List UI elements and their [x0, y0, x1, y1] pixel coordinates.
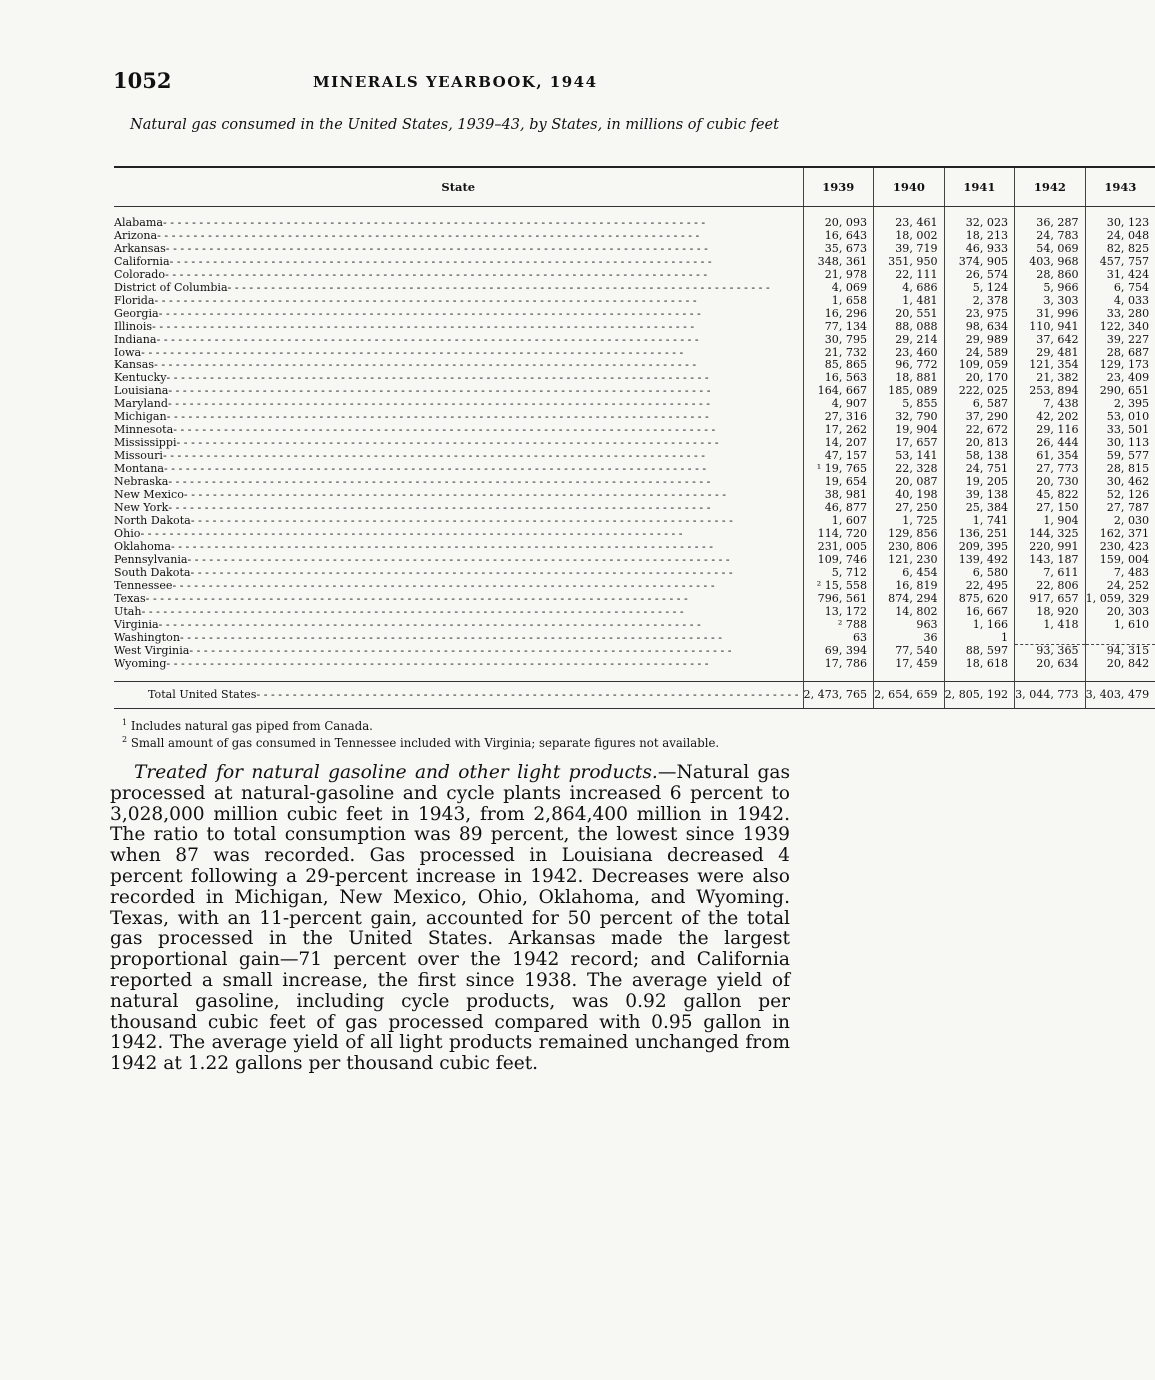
column-header: 1942 [1015, 167, 1086, 207]
value-cell: 85, 865 [803, 359, 874, 372]
value-cell: 37, 290 [944, 411, 1015, 424]
state-name: Texas [114, 591, 146, 605]
value-cell: 17, 459 [874, 658, 945, 671]
state-cell [114, 632, 803, 645]
value-cell: 6, 454 [874, 567, 945, 580]
page-header [0, 68, 862, 96]
table-row [114, 632, 1155, 645]
value-cell [1085, 632, 1155, 645]
state-cell [114, 619, 803, 632]
value-cell: 36 [874, 632, 945, 645]
value-cell: 1, 725 [874, 515, 945, 528]
value-cell: 7, 611 [1015, 567, 1086, 580]
state-cell [114, 554, 803, 567]
value-cell: 93, 365 [1015, 645, 1086, 658]
value-cell: 114, 720 [803, 528, 874, 541]
state-cell [114, 502, 803, 515]
value-cell: 13, 172 [803, 606, 874, 619]
value-cell: 98, 634 [944, 321, 1015, 334]
state-cell [114, 282, 803, 295]
value-cell: 39, 227 [1085, 334, 1155, 347]
state-cell [114, 541, 803, 554]
value-cell: 38, 981 [803, 489, 874, 502]
value-cell: 14, 802 [874, 606, 945, 619]
value-cell: 28, 815 [1085, 463, 1155, 476]
value-cell: 26, 574 [944, 269, 1015, 282]
footnote: $^2$ Small amount of gas consumed in Tennessee included with Virginia; separate figures not available. [122, 734, 720, 750]
value-cell: 2, 654, 659 [874, 682, 945, 709]
value-cell: 162, 371 [1085, 528, 1155, 541]
table-row [114, 580, 1155, 593]
value-cell: 19, 904 [874, 424, 945, 437]
value-cell: 457, 757 [1085, 256, 1155, 269]
table-row [114, 334, 1155, 347]
value-cell: 96, 772 [874, 359, 945, 372]
value-cell: 59, 577 [1085, 450, 1155, 463]
value-cell: 88, 597 [944, 645, 1015, 658]
value-cell: 16, 296 [803, 308, 874, 321]
state-name: Missouri [114, 449, 163, 463]
value-cell: 24, 048 [1085, 230, 1155, 243]
value-cell: 1, 610 [1085, 619, 1155, 632]
value-cell: 7, 483 [1085, 567, 1155, 580]
value-cell: 29, 116 [1015, 424, 1086, 437]
value-cell: 1, 658 [803, 295, 874, 308]
value-cell: 29, 481 [1015, 347, 1086, 360]
value-cell: 28, 687 [1085, 347, 1155, 360]
value-cell: 129, 173 [1085, 359, 1155, 372]
value-cell: 121, 354 [1015, 359, 1086, 372]
table-row [114, 217, 1155, 230]
table-row [114, 593, 1155, 606]
table-title: Natural gas consumed in the United States, 1939–43, by States, in millions of cubic feet [130, 117, 779, 133]
state-name: District of Columbia [114, 280, 228, 294]
state-name: Nebraska [114, 475, 169, 489]
value-cell: 1, 166 [944, 619, 1015, 632]
value-cell: 4, 686 [874, 282, 945, 295]
column-header: 1941 [944, 167, 1015, 207]
table-header-row [114, 167, 1155, 207]
value-cell: 1, 059, 329 [1085, 593, 1155, 606]
value-cell: 19, 205 [944, 476, 1015, 489]
table-row [114, 230, 1155, 243]
value-cell: 32, 790 [874, 411, 945, 424]
state-name: Virginia [114, 617, 159, 631]
value-cell: 27, 150 [1015, 502, 1086, 515]
value-cell: 164, 667 [803, 385, 874, 398]
footnote: $^1$ Includes natural gas piped from Canada. [122, 718, 373, 733]
value-cell: 230, 423 [1085, 541, 1155, 554]
value-cell: ¹ 19, 765 [803, 463, 874, 476]
value-cell: 20, 730 [1015, 476, 1086, 489]
value-cell: 20, 303 [1085, 606, 1155, 619]
value-cell: 20, 813 [944, 437, 1015, 450]
table-row [114, 619, 1155, 632]
column-header: 1940 [874, 167, 945, 207]
value-cell: 22, 495 [944, 580, 1015, 593]
state-cell [114, 515, 803, 528]
value-cell: 209, 395 [944, 541, 1015, 554]
value-cell: 39, 138 [944, 489, 1015, 502]
value-cell: 21, 732 [803, 347, 874, 360]
value-cell: 17, 786 [803, 658, 874, 671]
value-cell: 1, 904 [1015, 515, 1086, 528]
value-cell: 30, 113 [1085, 437, 1155, 450]
state-cell [114, 321, 803, 334]
value-cell: 40, 198 [874, 489, 945, 502]
value-cell [1015, 632, 1086, 645]
state-cell [114, 682, 803, 709]
value-cell: 36, 287 [1015, 217, 1086, 230]
value-cell: 26, 444 [1015, 437, 1086, 450]
value-cell: 52, 126 [1085, 489, 1155, 502]
value-cell: 231, 005 [803, 541, 874, 554]
table-row [114, 515, 1155, 528]
value-cell: 2, 473, 765 [803, 682, 874, 709]
state-name: Alabama [114, 216, 164, 229]
value-cell: 20, 087 [874, 476, 945, 489]
value-cell: 5, 712 [803, 567, 874, 580]
page-number: 1052 [113, 68, 172, 93]
value-cell: 45, 822 [1015, 489, 1086, 502]
value-cell: 21, 382 [1015, 372, 1086, 385]
table-row [114, 554, 1155, 567]
value-cell: 1, 481 [874, 295, 945, 308]
state-name: Tennessee [114, 578, 173, 592]
value-cell: 23, 460 [874, 347, 945, 360]
value-cell: 14, 207 [803, 437, 874, 450]
value-cell: 290, 651 [1085, 385, 1155, 398]
table-row [114, 243, 1155, 256]
value-cell: 47, 157 [803, 450, 874, 463]
value-cell: 110, 941 [1015, 321, 1086, 334]
value-cell: 16, 667 [944, 606, 1015, 619]
value-cell: 31, 996 [1015, 308, 1086, 321]
value-cell: 32, 023 [944, 217, 1015, 230]
state-name: Michigan [114, 410, 167, 424]
value-cell: 27, 316 [803, 411, 874, 424]
value-cell: 143, 187 [1015, 554, 1086, 567]
value-cell: 5, 124 [944, 282, 1015, 295]
state-cell [114, 269, 803, 282]
value-cell: 2, 030 [1085, 515, 1155, 528]
value-cell: 16, 563 [803, 372, 874, 385]
value-cell: 16, 643 [803, 230, 874, 243]
value-cell: 159, 004 [1085, 554, 1155, 567]
value-cell: 18, 920 [1015, 606, 1086, 619]
value-cell: 37, 642 [1015, 334, 1086, 347]
spacer-row [114, 671, 1155, 682]
table-row [114, 282, 1155, 295]
value-cell: 63 [803, 632, 874, 645]
value-cell: 24, 252 [1085, 580, 1155, 593]
state-cell [114, 295, 803, 308]
state-name: Total United States [148, 687, 257, 701]
footnotes [122, 716, 719, 750]
value-cell: 1 [944, 632, 1015, 645]
value-cell: 22, 328 [874, 463, 945, 476]
value-cell: 5, 966 [1015, 282, 1086, 295]
value-cell: 82, 825 [1085, 243, 1155, 256]
value-cell: 6, 587 [944, 398, 1015, 411]
value-cell: 875, 620 [944, 593, 1015, 606]
value-cell: 348, 361 [803, 256, 874, 269]
value-cell: 253, 894 [1015, 385, 1086, 398]
table-row [114, 528, 1155, 541]
state-name: Iowa [114, 345, 142, 359]
value-cell: 2, 378 [944, 295, 1015, 308]
table-row [114, 321, 1155, 334]
state-name: Oklahoma [114, 539, 171, 553]
state-cell [114, 606, 803, 619]
state-name: Utah [114, 604, 142, 618]
state-name: Arkansas [114, 241, 166, 255]
value-cell: 16, 819 [874, 580, 945, 593]
state-name: Arizona [114, 228, 158, 242]
value-cell: 22, 672 [944, 424, 1015, 437]
state-cell [114, 528, 803, 541]
column-header: State [114, 167, 803, 207]
state-name: Minnesota [114, 423, 174, 437]
value-cell: 374, 905 [944, 256, 1015, 269]
state-name: South Dakota [114, 565, 191, 579]
value-cell: 20, 551 [874, 308, 945, 321]
value-cell: 4, 033 [1085, 295, 1155, 308]
table-row [114, 567, 1155, 580]
value-cell: 109, 746 [803, 554, 874, 567]
state-name: Georgia [114, 306, 159, 320]
value-cell: 796, 561 [803, 593, 874, 606]
value-cell: 403, 968 [1015, 256, 1086, 269]
value-cell: 24, 589 [944, 347, 1015, 360]
table-row [114, 645, 1155, 658]
value-cell: 23, 975 [944, 308, 1015, 321]
value-cell: 77, 134 [803, 321, 874, 334]
state-cell [114, 334, 803, 347]
value-cell: 19, 654 [803, 476, 874, 489]
gas-consumption-table [114, 166, 1155, 709]
state-name: North Dakota [114, 513, 191, 527]
value-cell: 30, 462 [1085, 476, 1155, 489]
value-cell: 77, 540 [874, 645, 945, 658]
value-cell: 20, 170 [944, 372, 1015, 385]
value-cell: 94, 315 [1085, 645, 1155, 658]
state-cell [114, 567, 803, 580]
value-cell: 24, 751 [944, 463, 1015, 476]
value-cell: 21, 978 [803, 269, 874, 282]
state-name: Pennsylvania [114, 552, 188, 566]
body-paragraph [110, 763, 790, 1075]
value-cell: 874, 294 [874, 593, 945, 606]
value-cell: 30, 795 [803, 334, 874, 347]
value-cell: 1, 418 [1015, 619, 1086, 632]
value-cell: 42, 202 [1015, 411, 1086, 424]
value-cell: 2, 805, 192 [944, 682, 1015, 709]
value-cell: 6, 580 [944, 567, 1015, 580]
value-cell: 230, 806 [874, 541, 945, 554]
column-header: 1939 [803, 167, 874, 207]
value-cell: 58, 138 [944, 450, 1015, 463]
table-row [114, 256, 1155, 269]
table-row [114, 308, 1155, 321]
value-cell: 23, 461 [874, 217, 945, 230]
value-cell: 18, 213 [944, 230, 1015, 243]
state-name: Mississippi [114, 436, 177, 450]
value-cell: 61, 354 [1015, 450, 1086, 463]
value-cell: 109, 059 [944, 359, 1015, 372]
value-cell: 917, 657 [1015, 593, 1086, 606]
state-name: Colorado [114, 267, 166, 281]
value-cell: 31, 424 [1085, 269, 1155, 282]
state-name: Louisiana [114, 384, 169, 398]
state-cell [114, 308, 803, 321]
value-cell: 17, 262 [803, 424, 874, 437]
value-cell: 20, 842 [1085, 658, 1155, 671]
value-cell: 88, 088 [874, 321, 945, 334]
value-cell: 220, 991 [1015, 541, 1086, 554]
state-name: Florida [114, 293, 155, 307]
value-cell: 46, 877 [803, 502, 874, 515]
state-cell [114, 256, 803, 269]
value-cell: 24, 783 [1015, 230, 1086, 243]
value-cell: 18, 002 [874, 230, 945, 243]
value-cell: 351, 950 [874, 256, 945, 269]
table-row [114, 269, 1155, 282]
value-cell: 20, 093 [803, 217, 874, 230]
value-cell: 2, 395 [1085, 398, 1155, 411]
state-name: Illinois [114, 319, 153, 333]
value-cell: 39, 719 [874, 243, 945, 256]
value-cell: 6, 754 [1085, 282, 1155, 295]
value-cell: 144, 325 [1015, 528, 1086, 541]
state-name: Indiana [114, 332, 157, 346]
table-row [114, 606, 1155, 619]
value-cell: 35, 673 [803, 243, 874, 256]
value-cell: 27, 250 [874, 502, 945, 515]
value-cell: 7, 438 [1015, 398, 1086, 411]
state-name: Montana [114, 462, 165, 476]
state-name: Washington [114, 630, 180, 644]
state-name: California [114, 254, 170, 268]
value-cell: 5, 855 [874, 398, 945, 411]
value-cell: 53, 010 [1085, 411, 1155, 424]
value-cell: 30, 123 [1085, 217, 1155, 230]
state-name: Kentucky [114, 371, 167, 385]
value-cell: 963 [874, 619, 945, 632]
value-cell: 121, 230 [874, 554, 945, 567]
value-cell: 136, 251 [944, 528, 1015, 541]
value-cell: 54, 069 [1015, 243, 1086, 256]
value-cell: 25, 384 [944, 502, 1015, 515]
table-row [114, 502, 1155, 515]
state-cell [114, 230, 803, 243]
value-cell: 46, 933 [944, 243, 1015, 256]
value-cell: 53, 141 [874, 450, 945, 463]
value-cell: 222, 025 [944, 385, 1015, 398]
table-row [114, 295, 1155, 308]
state-name: New York [114, 500, 169, 514]
state-name: Kansas [114, 358, 155, 372]
column-header: 1943 [1085, 167, 1155, 207]
paragraph-body: —Natural gas processed at natural-gasoline and cycle plants increased 6 percent to 3,028,000 million cubic feet in 1943, from 2,864,400 million in 1942. The ratio to total consumption was 89 percent, the lowest since 1939 when 87 was recorded. Gas processed in Louisiana decreased 4 percent following a 29-percent increase in 1942. Decreases were also recorded in Michigan, New Mexico, Ohio, Oklahoma, and Wyoming. Texas, with an 11-percent gain, accounted for 50 percent of the total gas processed in the United States. Arkansas made the largest proportional gain—71 percent over the 1942 record; and California reported a small increase, the first since 1938. The average yield of natural gasoline, including cycle products, was 0.92 gallon per thousand cubic feet of gas processed compared with 0.95 gallon in 1942. The average yield of all light products remained unchanged from 1942 at 1.22 gallons per thousand cubic feet. [110, 762, 790, 1075]
value-cell: 4, 907 [803, 398, 874, 411]
value-cell: 28, 860 [1015, 269, 1086, 282]
state-cell [114, 645, 803, 658]
value-cell: 69, 394 [803, 645, 874, 658]
value-cell: 139, 492 [944, 554, 1015, 567]
state-cell [114, 217, 803, 230]
value-cell: 3, 303 [1015, 295, 1086, 308]
value-cell: 3, 044, 773 [1015, 682, 1086, 709]
value-cell: 1, 741 [944, 515, 1015, 528]
value-cell: 22, 806 [1015, 580, 1086, 593]
state-cell [114, 658, 803, 671]
paragraph-lead: Treated for natural gasoline and other light products. [134, 762, 658, 783]
total-row [114, 682, 1155, 709]
value-cell: 29, 214 [874, 334, 945, 347]
value-cell: 22, 111 [874, 269, 945, 282]
value-cell: 33, 280 [1085, 308, 1155, 321]
state-name: West Virginia [114, 644, 190, 658]
state-name: New Mexico [114, 488, 184, 502]
state-cell [114, 593, 803, 606]
value-cell: 185, 089 [874, 385, 945, 398]
value-cell: 17, 657 [874, 437, 945, 450]
value-cell: 3, 403, 479 [1085, 682, 1155, 709]
state-name: Ohio [114, 526, 141, 540]
value-cell: 23, 409 [1085, 372, 1155, 385]
value-cell: 4, 069 [803, 282, 874, 295]
value-cell: 1, 607 [803, 515, 874, 528]
state-cell [114, 243, 803, 256]
value-cell: 27, 773 [1015, 463, 1086, 476]
table-row [114, 658, 1155, 671]
value-cell: 20, 634 [1015, 658, 1086, 671]
running-title: MINERALS YEARBOOK, 1944 [313, 73, 598, 91]
value-cell: ² 15, 558 [803, 580, 874, 593]
state-cell [114, 580, 803, 593]
value-cell: 29, 989 [944, 334, 1015, 347]
value-cell: 18, 881 [874, 372, 945, 385]
value-cell: 33, 501 [1085, 424, 1155, 437]
value-cell: 129, 856 [874, 528, 945, 541]
table-row [114, 541, 1155, 554]
value-cell: 27, 787 [1085, 502, 1155, 515]
value-cell: 122, 340 [1085, 321, 1155, 334]
value-cell: ² 788 [803, 619, 874, 632]
state-name: Maryland [114, 397, 168, 411]
state-name: Wyoming [114, 657, 167, 671]
value-cell: 18, 618 [944, 658, 1015, 671]
